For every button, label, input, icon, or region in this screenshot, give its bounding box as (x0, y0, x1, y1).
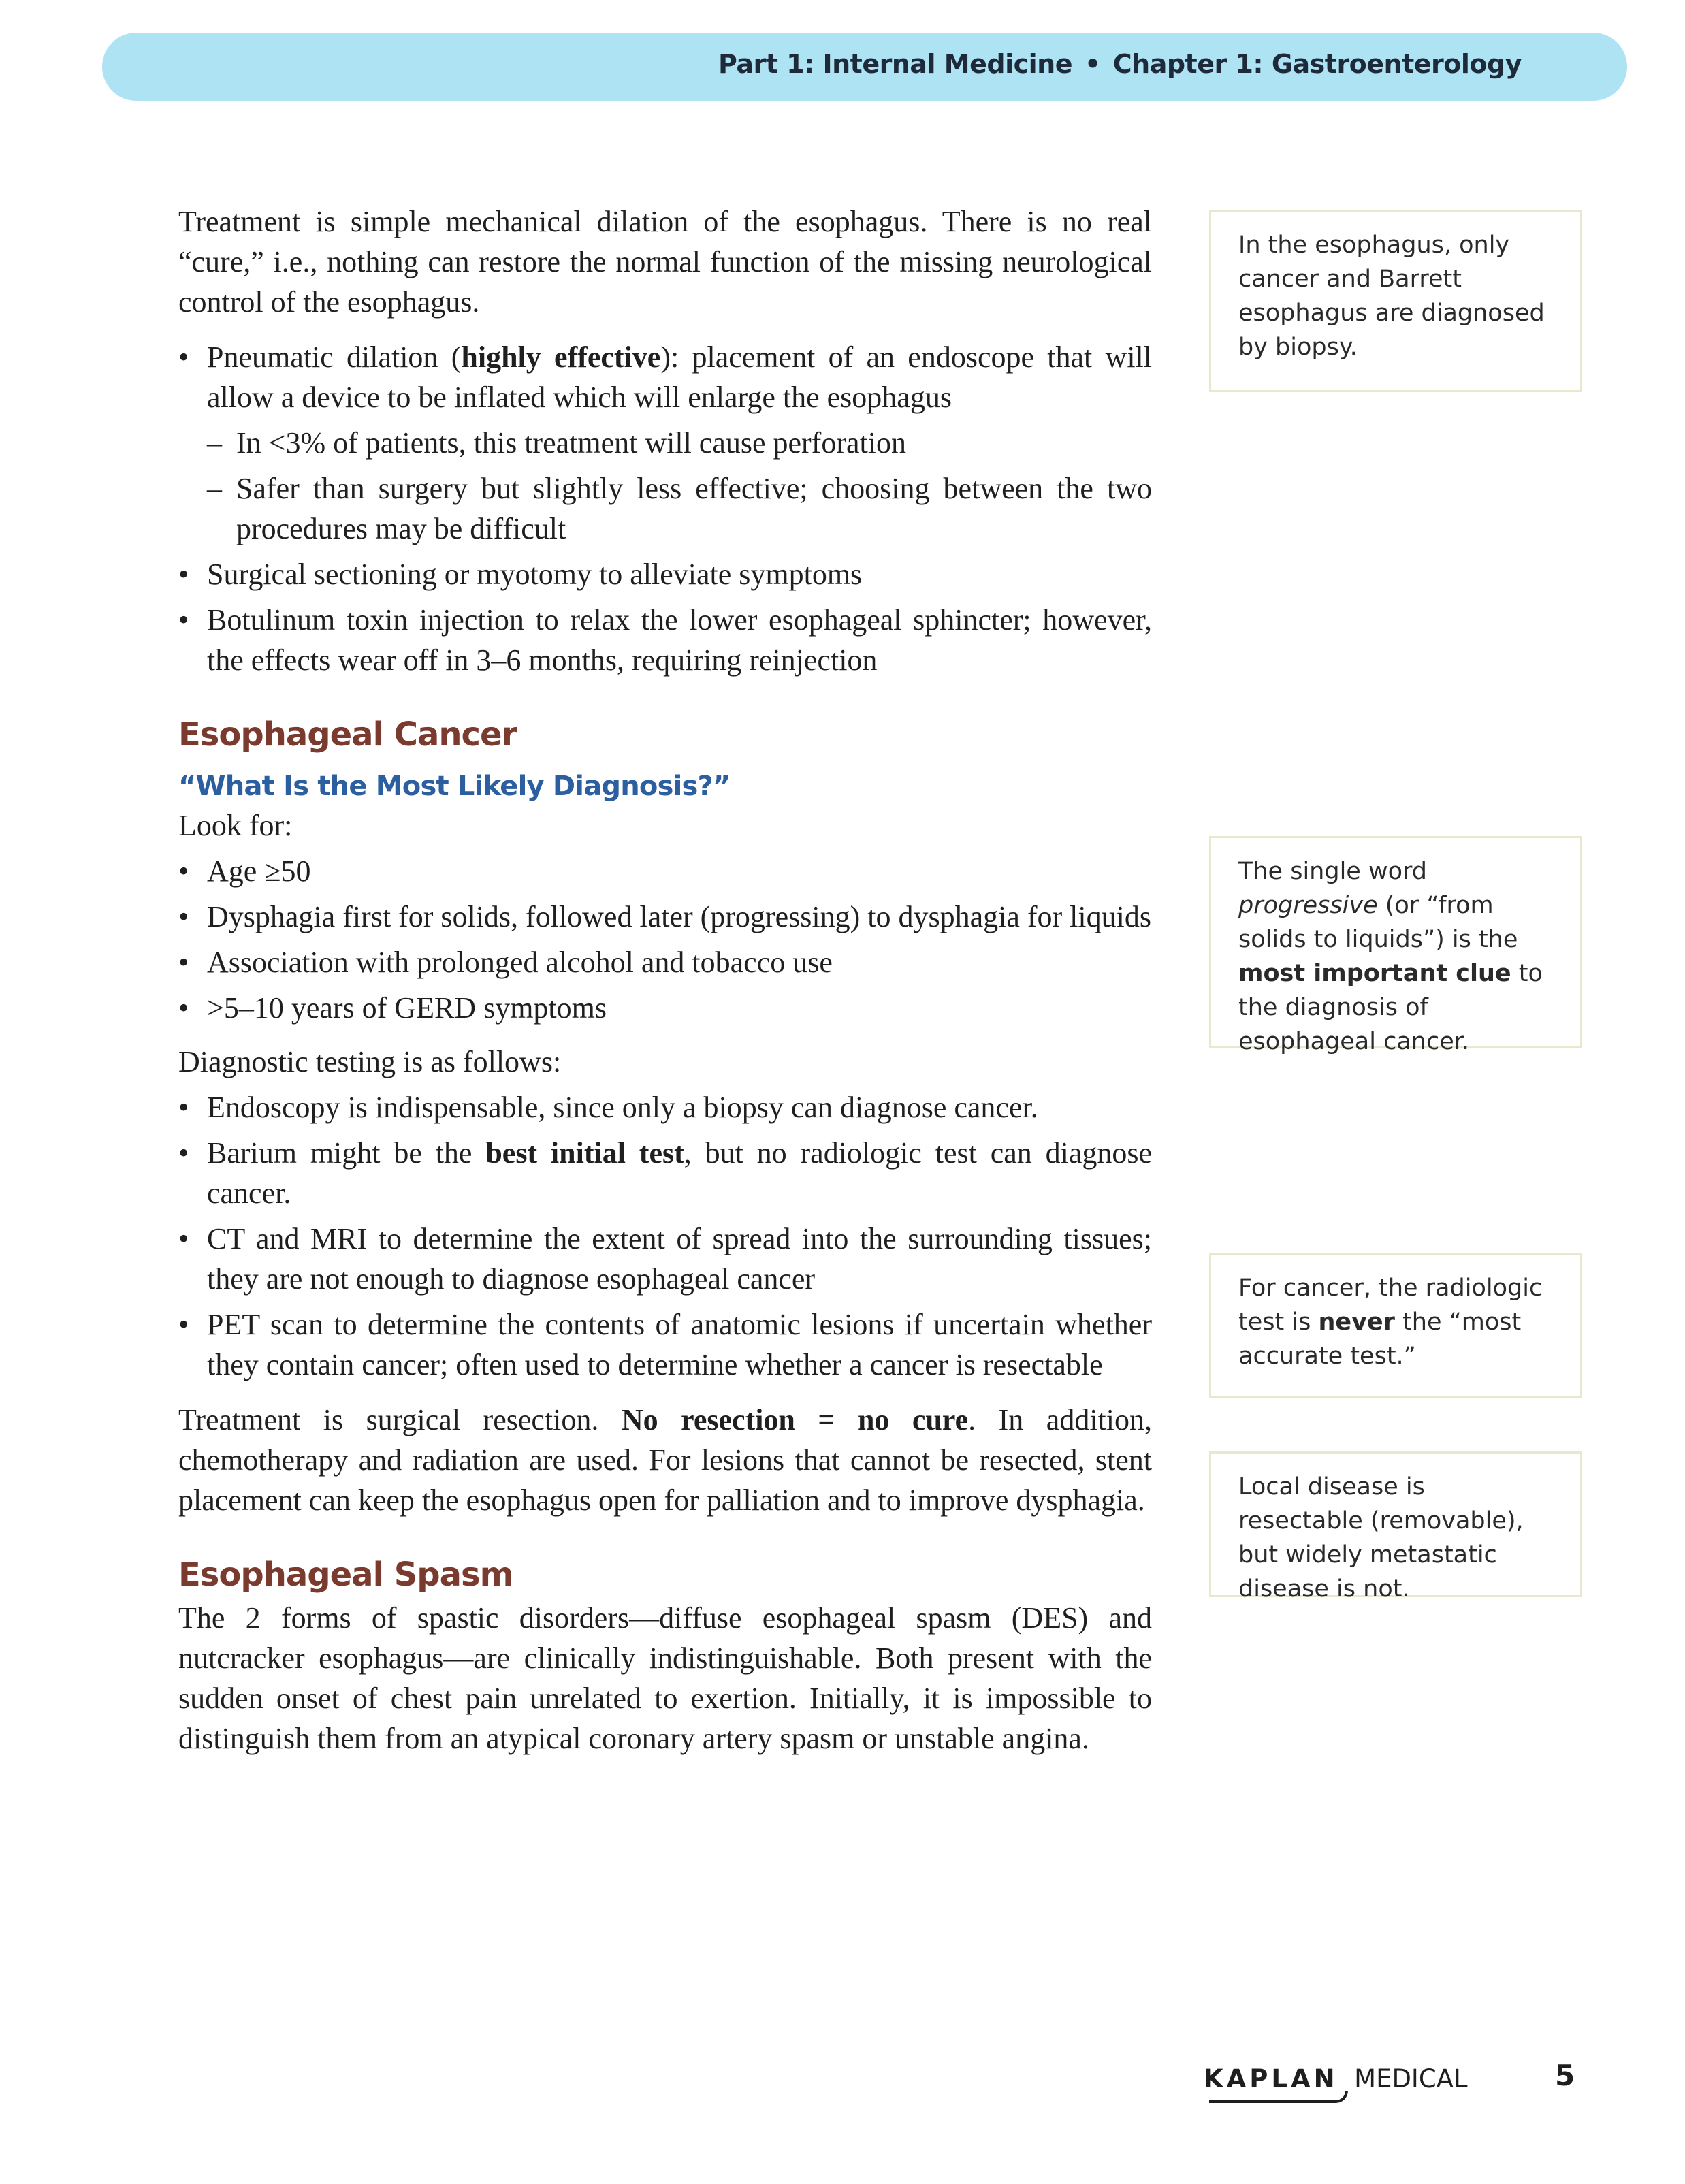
logo-suffix: MEDICAL (1354, 2064, 1468, 2093)
sidebar-text: (or “from solids to liquids”) is the (1238, 892, 1518, 953)
diagnostic-intro: Diagnostic testing is as follows: (178, 1045, 562, 1078)
sidebar-box-biopsy (1209, 210, 1582, 392)
bullet-text: ): placement of an endoscope that will allow a device to be inflated which will enlarge the esophagus (207, 340, 1152, 414)
spasm-paragraph: The 2 forms of spastic disorders—diffuse esophageal spasm (DES) and nutcracker esophagus—are clinically indistinguishable. Both present with the sudden onset of chest pain unrelated to exertion. Initially, it is impossible to distinguish them from an atypical coronary artery spasm or unstable angina. (178, 1601, 1152, 1755)
sidebar-italic: progressive (1238, 892, 1378, 919)
sub-list-item: – Safer than surgery but slightly less effective; choosing between the two procedures may be difficult (207, 468, 1152, 549)
sidebar-box-resectable (1209, 1451, 1582, 1603)
treatment-paragraph (178, 1400, 1152, 1520)
look-for-label: Look for: (178, 809, 293, 842)
header-separator: • (1084, 49, 1101, 79)
sub-list-item: – In <3% of patients, this treatment will cause perforation (207, 423, 1152, 463)
bullet-bold: best initial test (485, 1136, 684, 1170)
list-item: • PET scan to determine the contents of anatomic lesions if uncertain whether they contain cancer; often used to determine whether a cancer is resectable (178, 1304, 1152, 1385)
bullet-bold: highly effective (461, 340, 661, 374)
para-text: Treatment is surgical resection. (178, 1403, 622, 1436)
list-item: • CT and MRI to determine the extent of spread into the surrounding tissues; they are not enough to diagnose esophageal cancer (178, 1219, 1152, 1299)
header-chapter: Chapter 1: Gastroenterology (1112, 49, 1522, 79)
intro-paragraph: Treatment is simple mechanical dilation of the esophagus. There is no real “cure,” i.e., nothing can restore the normal function of the missing neurological control of the esophagus. (178, 205, 1152, 319)
section-heading-spasm: Esophageal Spasm (178, 1556, 513, 1594)
page-number: 5 (1555, 2059, 1575, 2092)
list-item (178, 337, 1152, 549)
treatment-list (178, 337, 1152, 680)
sidebar-box-progressive (1209, 836, 1582, 1055)
running-header (718, 49, 1522, 79)
bullet-text: , but no radiologic test can diagnose cancer. (207, 1136, 1152, 1210)
para-bold: No resection = no cure (621, 1403, 969, 1436)
sidebar-text: For cancer, the radiologic test is (1238, 1274, 1543, 1336)
list-item: • Age ≥50 (178, 851, 1152, 891)
sidebar-text: The single word (1238, 858, 1427, 885)
sidebar-text: In the esophagus, only cancer and Barrett esophagus are diagnosed by biopsy. (1238, 231, 1545, 361)
list-item (178, 1133, 1152, 1213)
sidebar-text: to the diagnosis of esophageal cancer. (1238, 960, 1543, 1055)
sidebar-text: Local disease is resectable (removable), but widely metastatic disease is not. (1238, 1473, 1524, 1603)
header-part: Part 1: Internal Medicine (718, 49, 1072, 79)
logo-brand: KAPLAN (1204, 2064, 1338, 2093)
para-text: . In addition, chemotherapy and radiation are used. For lesions that cannot be resected, stent placement can keep the esophagus open for palliation and to improve dysphagia. (178, 1403, 1152, 1517)
list-item: • >5–10 years of GERD symptoms (178, 988, 1152, 1028)
list-item: • Surgical sectioning or myotomy to alleviate symptoms (178, 554, 1152, 594)
list-item: • Botulinum toxin injection to relax the lower esophageal sphincter; however, the effects wear off in 3–6 months, requiring reinjection (178, 600, 1152, 680)
sidebar-bold: never (1318, 1308, 1395, 1336)
main-column (178, 202, 1152, 1759)
section-heading-cancer: Esophageal Cancer (178, 716, 517, 754)
subheading-diagnosis: “What Is the Most Likely Diagnosis?” (178, 771, 731, 802)
look-for-list (178, 851, 1152, 1028)
sidebar-box-radiologic (1209, 1253, 1582, 1398)
kaplan-medical-logo (1204, 2064, 1468, 2093)
list-item: • Association with prolonged alcohol and tobacco use (178, 942, 1152, 982)
sidebar-bold: most important clue (1238, 960, 1511, 987)
diagnostic-list (178, 1087, 1152, 1385)
sub-list (207, 423, 1152, 549)
bullet-text: Pneumatic dilation ( (207, 340, 462, 374)
sidebar-text: the “most accurate test.” (1238, 1308, 1522, 1370)
list-item: • Endoscopy is indispensable, since only a biopsy can diagnose cancer. (178, 1087, 1152, 1127)
list-item: • Dysphagia first for solids, followed later (progressing) to dysphagia for liquids (178, 897, 1152, 937)
bullet-text: Barium might be the (207, 1136, 486, 1170)
